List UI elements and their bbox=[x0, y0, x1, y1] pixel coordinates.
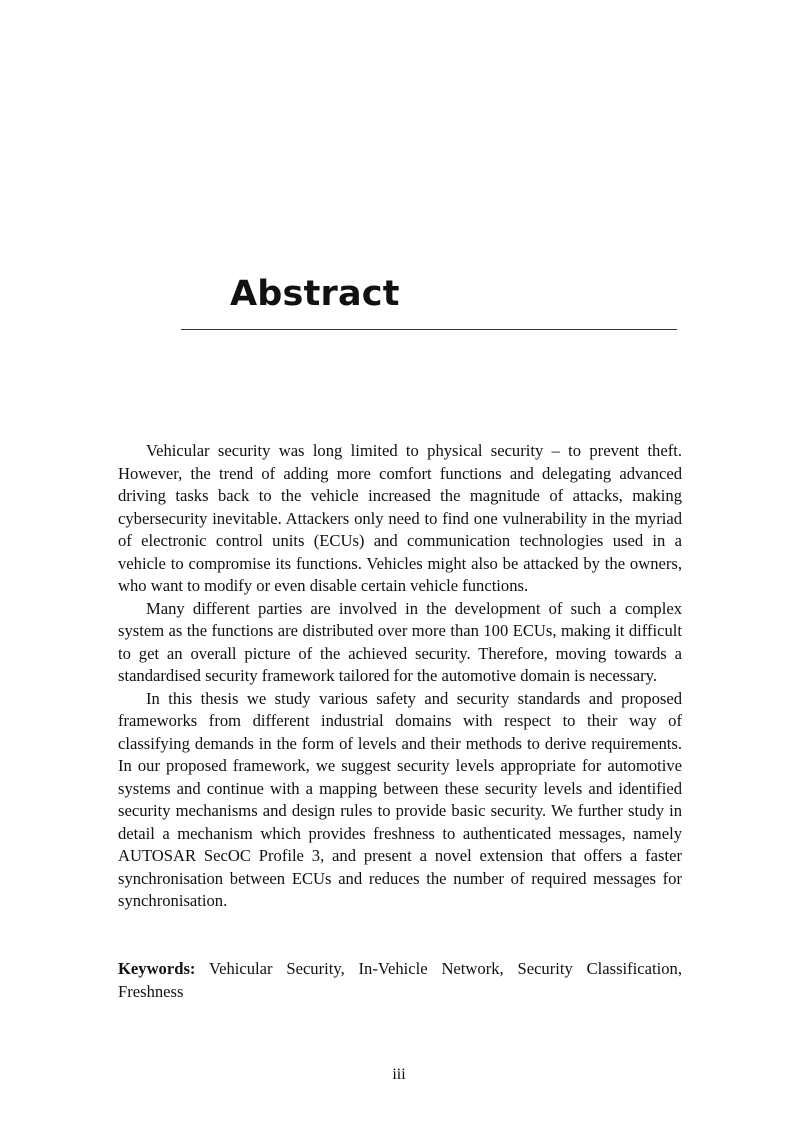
keywords bbox=[118, 958, 682, 1003]
title-rule bbox=[181, 329, 677, 330]
abstract-paragraph-1: Vehicular security was long limited to physical security – to prevent theft. However, the trend of adding more comfort functions and delegating advanced driving tasks back to the vehicle increased the magnitude of attacks, making cybersecurity inevitable. Attackers only need to find one vulnerability in the myriad of electronic control units (ECUs) and communication technologies used in a vehicle to compromise its functions. Vehicles might also be attacked by the owners, who want to modify or even disable certain vehicle functions. bbox=[118, 441, 682, 595]
abstract-paragraph-2: Many different parties are involved in the development of such a complex system as the functions are distributed over more than 100 ECUs, making it difficult to get an overall picture of the achieved security. Therefore, moving towards a standardised security framework tailored for the automotive domain is necessary. bbox=[118, 598, 682, 685]
page-title: Abstract bbox=[230, 274, 400, 314]
abstract-paragraph-3: In this thesis we study various safety and security standards and proposed frameworks from different industrial domains with respect to their way of classifying demands in the form of levels and their methods to derive requirements. In our proposed framework, we suggest security levels appropriate for automotive systems and continue with a mapping between these security levels and identified security mechanisms and design rules to provide basic security. We further study in detail a mechanism which provides freshness to authenticated messages, namely AUTOSAR SecOC Profile 3, and present a novel extension that offers a faster synchronisation between ECUs and reduces the number of required messages for synchronisation. bbox=[118, 688, 682, 910]
keywords-label: Keywords: bbox=[118, 959, 196, 978]
page-number: iii bbox=[392, 1066, 406, 1083]
keywords-text: Vehicular Security, In-Vehicle Network, Security Classification, Freshness bbox=[118, 959, 682, 1001]
abstract-body bbox=[118, 440, 682, 913]
